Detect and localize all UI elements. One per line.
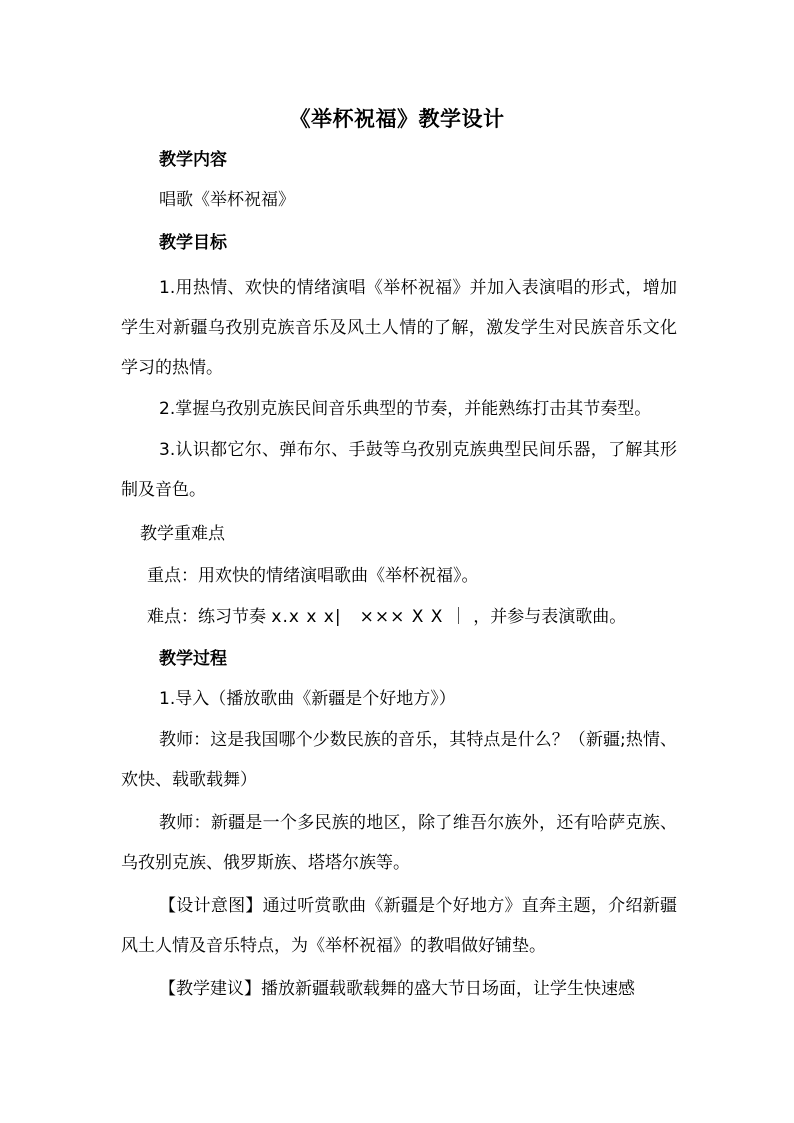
key-point-text: 重点：用欢快的情绪演唱歌曲《举杯祝福》。 [147, 566, 479, 586]
difficulty-prefix: 难点：练习节奏 [147, 607, 266, 627]
document-title: 《举杯祝福》教学设计 [289, 107, 505, 131]
goal-3-paragraph: 3.认识都它尔、弹布尔、手鼓等乌孜别克族典型民间乐器，了解其形制及音色。 [121, 440, 677, 500]
teacher-question-paragraph: 教师：这是我国哪个少数民族的音乐，其特点是什么？（新疆;热情、欢快、载歌载舞） [121, 730, 677, 790]
rhythm-notation: x.x x x| ××× X X ｜ [271, 607, 468, 627]
heading-teaching-goals: 教学目标 [159, 233, 227, 253]
heading-teaching-process: 教学过程 [159, 649, 227, 669]
teaching-content-text: 唱歌《举杯祝福》 [159, 190, 295, 210]
goal-2-paragraph: 2.掌握乌孜别克族民间音乐典型的节奏，并能熟练打击其节奏型。 [159, 399, 652, 419]
difficulty-line [147, 605, 626, 629]
heading-teaching-content: 教学内容 [159, 150, 227, 170]
difficulty-suffix: ，并参与表演歌曲。 [473, 607, 627, 627]
design-intent-paragraph: 【设计意图】通过听赏歌曲《新疆是个好地方》直奔主题，介绍新疆风土人情及音乐特点，为《举杯祝福》的教唱做好铺垫。 [121, 896, 677, 956]
heading-key-difficulties: 教学重难点 [140, 524, 225, 544]
goal-1-paragraph: 1.用热情、欢快的情绪演唱《举杯祝福》并加入表演唱的形式，增加学生对新疆乌孜别克族音乐及风土人情的了解，激发学生对民族音乐文化学习的热情。 [121, 278, 677, 378]
step-1-text: 1.导入（播放歌曲《新疆是个好地方》） [159, 689, 456, 709]
teacher-explanation-paragraph: 教师：新疆是一个多民族的地区，除了维吾尔族外，还有哈萨克族、乌孜别克族、俄罗斯族、塔塔尔族等。 [121, 813, 677, 873]
teaching-tip-paragraph: 【教学建议】播放新疆载歌载舞的盛大节日场面，让学生快速感 [159, 979, 635, 999]
